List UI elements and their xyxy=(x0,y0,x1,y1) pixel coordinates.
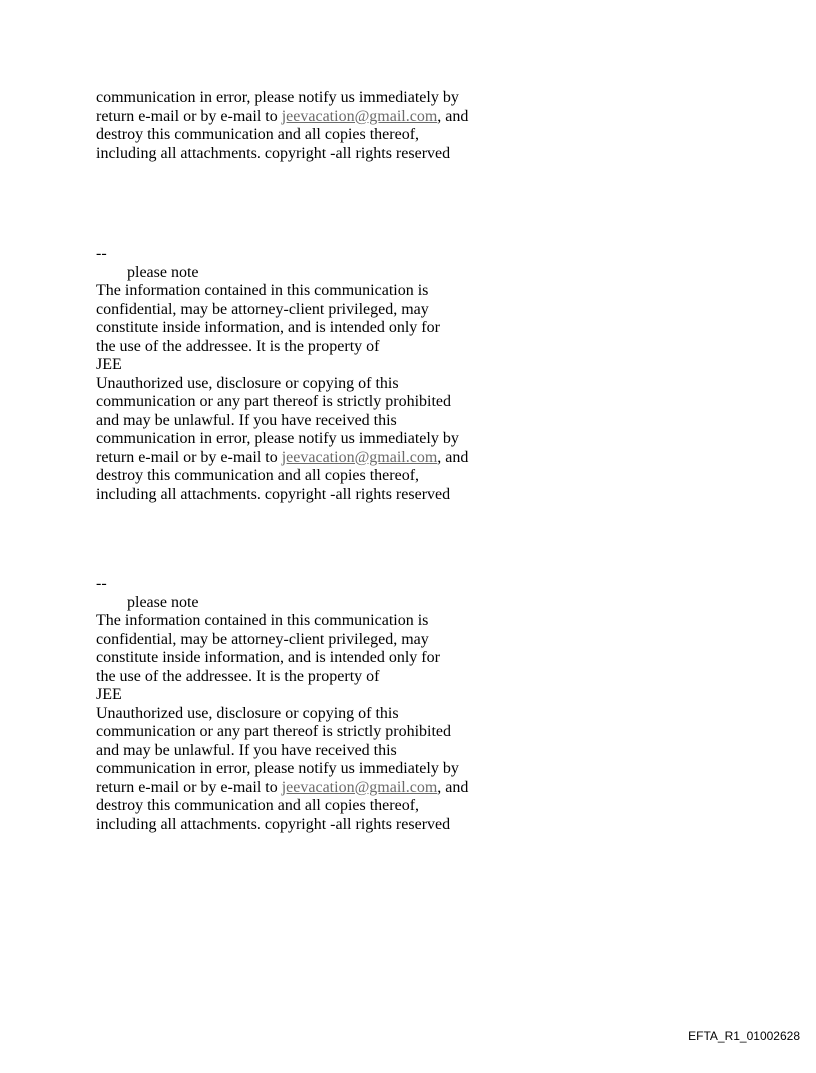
email-link[interactable]: jeevacation@gmail.com xyxy=(281,448,438,466)
text-line: including all attachments. copyright -all rights reserved xyxy=(96,815,451,833)
separator: -- xyxy=(96,575,107,592)
text-line: The information contained in this communication is xyxy=(96,282,429,299)
text-line: the use of the addressee. It is the property of xyxy=(96,667,380,685)
text-line: JEE xyxy=(96,356,122,373)
disclaimer-fragment xyxy=(96,89,468,163)
text-line xyxy=(96,779,468,798)
text-line: destroy this communication and all copies thereof, xyxy=(96,126,420,143)
text-line: The information contained in this communication is xyxy=(96,612,429,629)
text-line: destroy this communication and all copies thereof, xyxy=(96,797,420,814)
text-line xyxy=(96,449,468,468)
text-line: and may be unlawful. If you have received this xyxy=(96,741,397,759)
text: , and xyxy=(437,778,469,796)
text-line: including all attachments. copyright -all rights reserved xyxy=(96,485,451,503)
separator: -- xyxy=(96,245,107,262)
text: , and xyxy=(437,448,469,466)
text-line: confidential, may be attorney-client privileged, may xyxy=(96,630,429,648)
text: return e-mail or by e-mail to xyxy=(96,778,282,796)
email-link[interactable]: jeevacation@gmail.com xyxy=(281,107,438,125)
text-line: communication in error, please notify us immediately by xyxy=(96,89,459,106)
text-line: Unauthorized use, disclosure or copying of this xyxy=(96,374,399,392)
text-line: communication in error, please notify us immediately by xyxy=(96,430,459,447)
text-line: constitute inside information, and is intended only for xyxy=(96,649,440,666)
text-line: Unauthorized use, disclosure or copying of this xyxy=(96,704,399,722)
text-line xyxy=(96,108,468,127)
text: return e-mail or by e-mail to xyxy=(96,448,282,466)
text-line: confidential, may be attorney-client privileged, may xyxy=(96,300,429,318)
notice-heading: please note xyxy=(127,263,199,281)
document-id: EFTA_R1_01002628 xyxy=(688,1029,800,1043)
text-line: JEE xyxy=(96,686,122,703)
text: return e-mail or by e-mail to xyxy=(96,107,282,125)
text-line: the use of the addressee. It is the property of xyxy=(96,337,380,355)
notice-heading: please note xyxy=(127,593,199,611)
text-line: communication in error, please notify us immediately by xyxy=(96,760,459,777)
text-line: constitute inside information, and is intended only for xyxy=(96,319,440,336)
text-line: communication or any part thereof is strictly prohibited xyxy=(96,723,452,740)
text: , and xyxy=(437,107,469,125)
disclaimer-notice xyxy=(96,245,468,504)
disclaimer-notice xyxy=(96,575,468,834)
text-line: and may be unlawful. If you have received this xyxy=(96,411,397,429)
email-link[interactable]: jeevacation@gmail.com xyxy=(281,778,438,796)
text-line: communication or any part thereof is strictly prohibited xyxy=(96,393,452,410)
text-line: destroy this communication and all copies thereof, xyxy=(96,467,420,484)
text-line: including all attachments. copyright -all rights reserved xyxy=(96,144,451,162)
